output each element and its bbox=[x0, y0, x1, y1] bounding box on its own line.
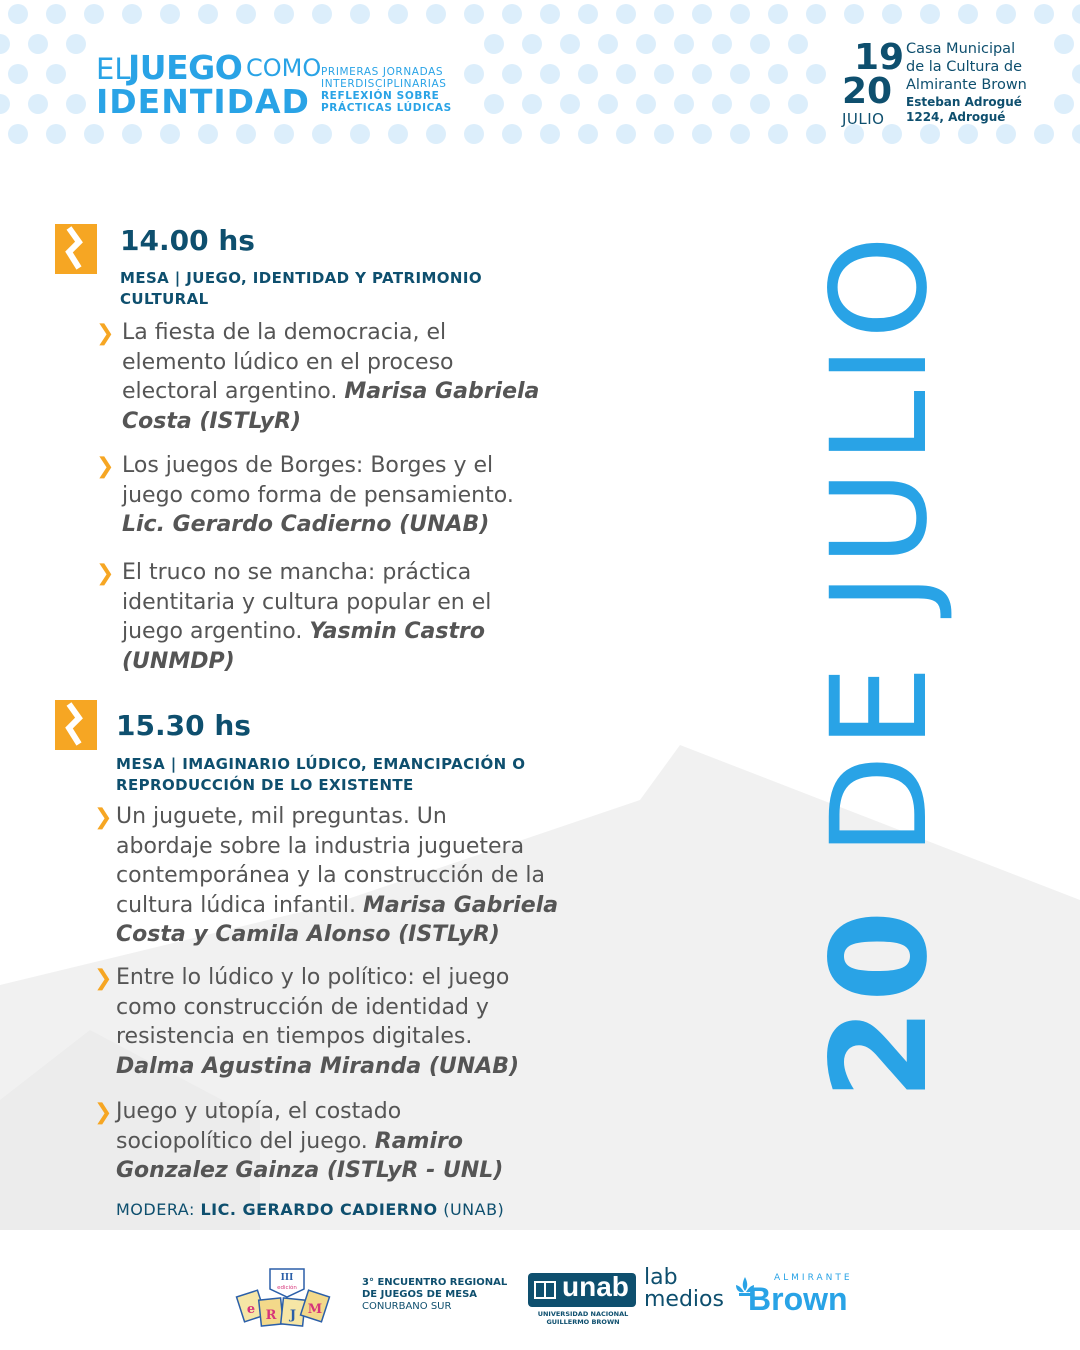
decorative-dot bbox=[560, 94, 580, 114]
session-title-line: MESA | JUEGO, IDENTIDAD Y PATRIMONIO bbox=[120, 269, 483, 287]
decorative-dot bbox=[66, 34, 86, 54]
decorative-dot bbox=[1072, 64, 1080, 84]
decorative-dot bbox=[426, 4, 446, 24]
decorative-dot bbox=[654, 4, 674, 24]
decorative-dot bbox=[692, 4, 712, 24]
decorative-dot bbox=[236, 124, 256, 144]
decorative-dot bbox=[502, 64, 522, 84]
decorative-dot bbox=[730, 4, 750, 24]
decorative-dot bbox=[312, 4, 332, 24]
talk-line: Juego y utopía, el costado bbox=[116, 1099, 402, 1124]
decorative-dot bbox=[8, 124, 28, 144]
session-time: 14.00 hs bbox=[120, 224, 255, 257]
lab-line: lab bbox=[644, 1265, 678, 1290]
talk-line: como construcción de identidad y bbox=[116, 994, 489, 1020]
book-icon bbox=[534, 1279, 556, 1301]
decorative-dot bbox=[920, 4, 940, 24]
talk-line: juego argentino. bbox=[122, 619, 310, 644]
decorative-dot bbox=[522, 34, 542, 54]
talk-author: Gonzalez Gainza (ISTLyR - UNL) bbox=[116, 1158, 504, 1183]
logo-sub-line: REFLEXIÓN SOBRE bbox=[321, 90, 440, 102]
brown-logo-wordmark: Brown bbox=[748, 1281, 848, 1317]
decorative-dot bbox=[578, 4, 598, 24]
erjm-caption-line: CONURBANO SUR bbox=[362, 1301, 452, 1312]
venue-line: Almirante Brown bbox=[906, 77, 1027, 93]
talk-item bbox=[122, 558, 491, 676]
talk-item bbox=[122, 451, 514, 540]
talk-line: cultura lúdica infantil. bbox=[116, 892, 364, 918]
lab-line: medios bbox=[644, 1287, 724, 1312]
date-day-2: 20 bbox=[842, 71, 893, 112]
chevron-right-icon: ❯ bbox=[94, 805, 113, 830]
logo-sub-line: PRÁCTICAS LÚDICAS bbox=[321, 102, 452, 114]
session-title bbox=[120, 268, 590, 310]
moderator-name: LIC. GERARDO CADIERNO bbox=[200, 1200, 438, 1219]
decorative-dot bbox=[692, 124, 712, 144]
decorative-dot bbox=[350, 4, 370, 24]
decorative-dot bbox=[578, 124, 598, 144]
venue-address bbox=[906, 95, 1022, 125]
vertical-date-number: 20 bbox=[803, 904, 957, 1100]
decorative-dot bbox=[1072, 4, 1080, 24]
unab-sub-line: GUILLERMO BROWN bbox=[546, 1318, 620, 1326]
logo-sub-line: PRIMERAS JORNADAS bbox=[321, 66, 444, 78]
talk-author: Costa y Camila Alonso (ISTLyR) bbox=[116, 922, 500, 947]
decorative-dot bbox=[750, 34, 770, 54]
decorative-dot bbox=[388, 4, 408, 24]
talk-line: Los juegos de Borges: Borges y el bbox=[122, 453, 494, 478]
logo-sub-line: INTERDISCIPLINARIAS bbox=[321, 78, 447, 90]
decorative-dot bbox=[122, 4, 142, 24]
decorative-dot bbox=[844, 4, 864, 24]
talk-author: Costa (ISTLyR) bbox=[122, 408, 302, 434]
session-time: 15.30 hs bbox=[116, 709, 251, 742]
decorative-dot bbox=[198, 124, 218, 144]
decorative-dot bbox=[768, 124, 788, 144]
decorative-dot bbox=[28, 94, 48, 114]
chevron-right-icon: ❯ bbox=[96, 321, 115, 346]
decorative-dot bbox=[616, 4, 636, 24]
decorative-dot bbox=[598, 94, 618, 114]
chevron-right-icon: ❯ bbox=[94, 966, 113, 991]
bookmark-icon bbox=[55, 224, 97, 274]
talk-line: juego como forma de pensamiento. bbox=[122, 482, 514, 508]
erjm-letter: J bbox=[289, 1308, 297, 1323]
decorative-dot bbox=[1072, 124, 1080, 144]
erjm-letter: e bbox=[246, 1302, 256, 1317]
decorative-dot bbox=[1054, 94, 1074, 114]
decorative-dot bbox=[540, 64, 560, 84]
logo-identidad: IDENTIDAD bbox=[96, 82, 310, 121]
decorative-dot bbox=[236, 4, 256, 24]
talk-item bbox=[116, 802, 558, 950]
erjm-caption bbox=[362, 1277, 507, 1313]
talk-line: Entre lo lúdico y lo político: el juego bbox=[116, 965, 510, 990]
moderator-label: MODERA: bbox=[116, 1200, 201, 1219]
decorative-dot bbox=[46, 4, 66, 24]
venue-line: Casa Municipal bbox=[906, 41, 1016, 57]
decorative-dot bbox=[560, 34, 580, 54]
unab-wordmark: unab bbox=[562, 1271, 629, 1302]
decorative-dot bbox=[66, 94, 86, 114]
decorative-dot bbox=[46, 124, 66, 144]
talk-line: Un juguete, mil preguntas. Un bbox=[116, 804, 447, 829]
decorative-dot bbox=[654, 124, 674, 144]
decorative-dot bbox=[692, 64, 712, 84]
lab-medios-logo bbox=[644, 1267, 724, 1311]
session-title bbox=[116, 754, 596, 796]
erjm-letter: M bbox=[307, 1302, 323, 1317]
session-title-line: REPRODUCCIÓN DE LO EXISTENTE bbox=[116, 776, 414, 794]
decorative-dot bbox=[540, 124, 560, 144]
decorative-dot bbox=[312, 124, 332, 144]
decorative-dot bbox=[958, 4, 978, 24]
talk-line: electoral argentino. bbox=[122, 379, 345, 404]
decorative-dot bbox=[522, 94, 542, 114]
decorative-dot bbox=[464, 4, 484, 24]
chevron-right-icon: ❯ bbox=[96, 454, 115, 479]
talk-line: identitaria y cultura popular en el bbox=[122, 589, 492, 615]
vertical-date-text: DE JULIO bbox=[803, 229, 957, 857]
brown-logo-top: ALMIRANTE bbox=[774, 1273, 853, 1283]
address-line: Esteban Adrogué bbox=[906, 95, 1022, 109]
decorative-dot bbox=[996, 4, 1016, 24]
decorative-dot bbox=[788, 94, 808, 114]
decorative-dot bbox=[674, 34, 694, 54]
decorative-dot bbox=[730, 124, 750, 144]
decorative-dot bbox=[788, 34, 808, 54]
session-title-line: CULTURAL bbox=[120, 290, 209, 308]
talk-author: Ramiro bbox=[374, 1128, 463, 1154]
decorative-dot bbox=[768, 4, 788, 24]
erjm-badge-numeral: III bbox=[280, 1273, 294, 1283]
talk-line: contemporánea y la construcción de la bbox=[116, 863, 545, 888]
decorative-dot bbox=[122, 124, 142, 144]
talk-item bbox=[122, 318, 539, 436]
decorative-dot bbox=[616, 124, 636, 144]
decorative-dot bbox=[730, 64, 750, 84]
decorative-dot bbox=[274, 4, 294, 24]
decorative-dot bbox=[636, 34, 656, 54]
decorative-dot bbox=[636, 94, 656, 114]
decorative-dot bbox=[426, 124, 446, 144]
decorative-dot bbox=[806, 64, 826, 84]
decorative-dot bbox=[654, 64, 674, 84]
almirante-brown-logo bbox=[734, 1269, 864, 1329]
chevron-right-icon: ❯ bbox=[94, 1100, 113, 1125]
talk-author: Marisa Gabriela bbox=[344, 379, 540, 404]
event-logo bbox=[96, 48, 476, 122]
decorative-dot bbox=[484, 34, 504, 54]
decorative-dot bbox=[84, 4, 104, 24]
decorative-dot bbox=[712, 34, 732, 54]
decorative-dot bbox=[806, 124, 826, 144]
unab-subtitle bbox=[528, 1310, 638, 1326]
decorative-dot bbox=[502, 124, 522, 144]
decorative-dot bbox=[502, 4, 522, 24]
talk-author: Lic. Gerardo Cadierno (UNAB) bbox=[122, 512, 490, 537]
talk-author: Marisa Gabriela bbox=[363, 892, 559, 918]
decorative-dot bbox=[464, 124, 484, 144]
talk-line: sociopolítico del juego. bbox=[116, 1128, 375, 1154]
talk-line: La fiesta de la democracia, el bbox=[122, 320, 447, 345]
event-date-venue bbox=[842, 37, 1052, 130]
decorative-dot bbox=[198, 4, 218, 24]
talk-item bbox=[116, 1097, 503, 1186]
decorative-dot bbox=[578, 64, 598, 84]
decorative-dot bbox=[1054, 34, 1074, 54]
erjm-letter: R bbox=[265, 1308, 277, 1323]
vertical-date-title bbox=[800, 230, 960, 1100]
venue-name bbox=[906, 40, 1027, 94]
decorative-dot bbox=[160, 4, 180, 24]
talk-line: elemento lúdico en el proceso bbox=[122, 349, 454, 375]
decorative-dot bbox=[598, 34, 618, 54]
talk-item bbox=[116, 963, 519, 1081]
erjm-caption-line: 3° ENCUENTRO REGIONAL bbox=[362, 1277, 508, 1288]
logo-el: EL bbox=[96, 52, 131, 86]
date-month: JULIO bbox=[842, 110, 885, 128]
sponsor-footer bbox=[0, 1255, 1080, 1350]
talk-line: resistencia en tiempos digitales. bbox=[116, 1024, 473, 1049]
address-line: 1224, Adrogué bbox=[906, 110, 1006, 124]
decorative-dot bbox=[484, 94, 504, 114]
decorative-dot bbox=[350, 124, 370, 144]
decorative-dot bbox=[46, 64, 66, 84]
moderator-line bbox=[116, 1200, 504, 1219]
talk-line: abordaje sobre la industria juguetera bbox=[116, 833, 525, 859]
unab-sub-line: UNIVERSIDAD NACIONAL bbox=[537, 1310, 629, 1318]
decorative-dot bbox=[1034, 4, 1054, 24]
decorative-dot bbox=[806, 4, 826, 24]
decorative-dot bbox=[616, 64, 636, 84]
decorative-dot bbox=[540, 4, 560, 24]
date-day-1: 19 bbox=[854, 37, 905, 78]
talk-author: Dalma Agustina Miranda (UNAB) bbox=[116, 1053, 520, 1079]
talk-author: Yasmin Castro bbox=[309, 619, 485, 644]
logo-juego: JUEGO bbox=[128, 48, 243, 87]
erjm-badge-word: edición bbox=[277, 1285, 297, 1291]
decorative-dot bbox=[674, 94, 694, 114]
session-title-line: MESA | IMAGINARIO LÚDICO, EMANCIPACIÓN O bbox=[116, 755, 526, 773]
chevron-right-icon: ❯ bbox=[96, 561, 115, 586]
decorative-dot bbox=[84, 124, 104, 144]
decorative-dot bbox=[28, 34, 48, 54]
decorative-dot bbox=[8, 64, 28, 84]
erjm-logo bbox=[232, 1263, 342, 1343]
unab-logo bbox=[528, 1273, 636, 1325]
logo-como: COMO bbox=[246, 54, 322, 82]
logo-subtitle bbox=[321, 66, 452, 114]
decorative-dot bbox=[768, 64, 788, 84]
decorative-dot bbox=[0, 34, 10, 54]
decorative-dot bbox=[882, 4, 902, 24]
decorative-dot bbox=[712, 94, 732, 114]
venue-line: de la Cultura de bbox=[906, 59, 1023, 75]
talk-author: (UNMDP) bbox=[122, 648, 235, 674]
moderator-institution: (UNAB) bbox=[437, 1200, 505, 1219]
talk-line: El truco no se mancha: práctica bbox=[122, 560, 472, 585]
bookmark-icon bbox=[55, 700, 97, 750]
decorative-dot bbox=[274, 124, 294, 144]
decorative-dot bbox=[0, 94, 10, 114]
decorative-dot bbox=[388, 124, 408, 144]
erjm-caption-line: DE JUEGOS DE MESA bbox=[362, 1289, 478, 1300]
decorative-dot bbox=[750, 94, 770, 114]
decorative-dot bbox=[160, 124, 180, 144]
decorative-dot bbox=[8, 4, 28, 24]
